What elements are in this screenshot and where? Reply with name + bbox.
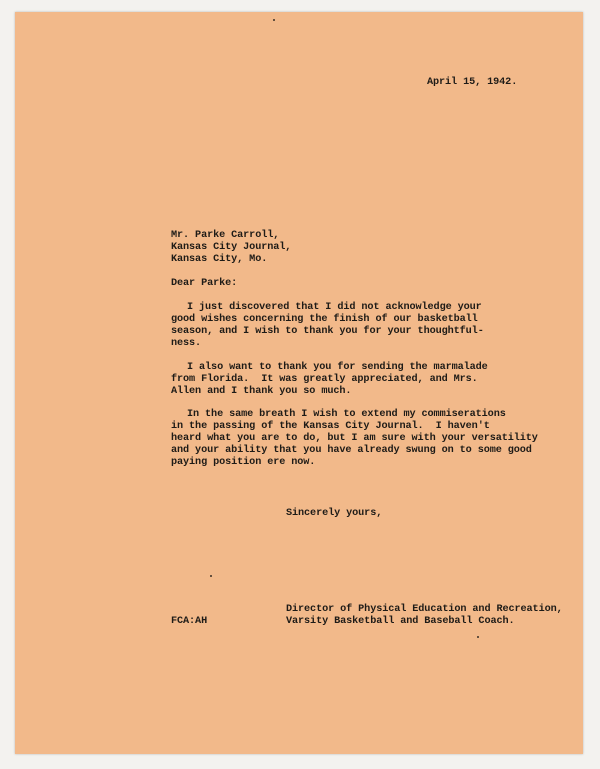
- paragraph-2-line: from Florida. It was greatly appreciated, and Mrs.: [171, 374, 478, 385]
- paragraph-2-line: Allen and I thank you so much.: [171, 386, 352, 397]
- recipient-line: Kansas City, Mo.: [171, 254, 268, 265]
- paper-speck: [477, 636, 479, 638]
- recipient-line: Mr. Parke Carroll,: [171, 230, 280, 241]
- paragraph-3-line: In the same breath I wish to extend my commiserations: [187, 409, 506, 420]
- letter-paper: [15, 12, 583, 754]
- signature-title-line: Varsity Basketball and Baseball Coach.: [286, 616, 515, 627]
- paragraph-3-line: paying position ere now.: [171, 457, 316, 468]
- initials: FCA:AH: [171, 616, 208, 627]
- paper-speck: [273, 19, 275, 21]
- paragraph-1-line: ness.: [171, 338, 202, 349]
- paragraph-2-line: I also want to thank you for sending the marmalade: [187, 362, 488, 373]
- paragraph-3-line: heard what you are to do, but I am sure with your versatility: [171, 433, 538, 444]
- letter-date: April 15, 1942.: [427, 77, 518, 88]
- signature-title-line: Director of Physical Education and Recreation,: [286, 604, 563, 615]
- paragraph-3-line: and your ability that you have already swung on to some good: [171, 445, 532, 456]
- paragraph-1-line: I just discovered that I did not acknowledge your: [187, 302, 482, 313]
- paragraph-1-line: season, and I wish to thank you for your thoughtful-: [171, 326, 484, 337]
- paragraph-3-line: in the passing of the Kansas City Journal. I haven't: [171, 421, 490, 432]
- paper-speck: [210, 575, 212, 577]
- recipient-line: Kansas City Journal,: [171, 242, 292, 253]
- salutation: Dear Parke:: [171, 278, 238, 289]
- paragraph-1-line: good wishes concerning the finish of our basketball: [171, 314, 478, 325]
- closing: Sincerely yours,: [286, 508, 383, 519]
